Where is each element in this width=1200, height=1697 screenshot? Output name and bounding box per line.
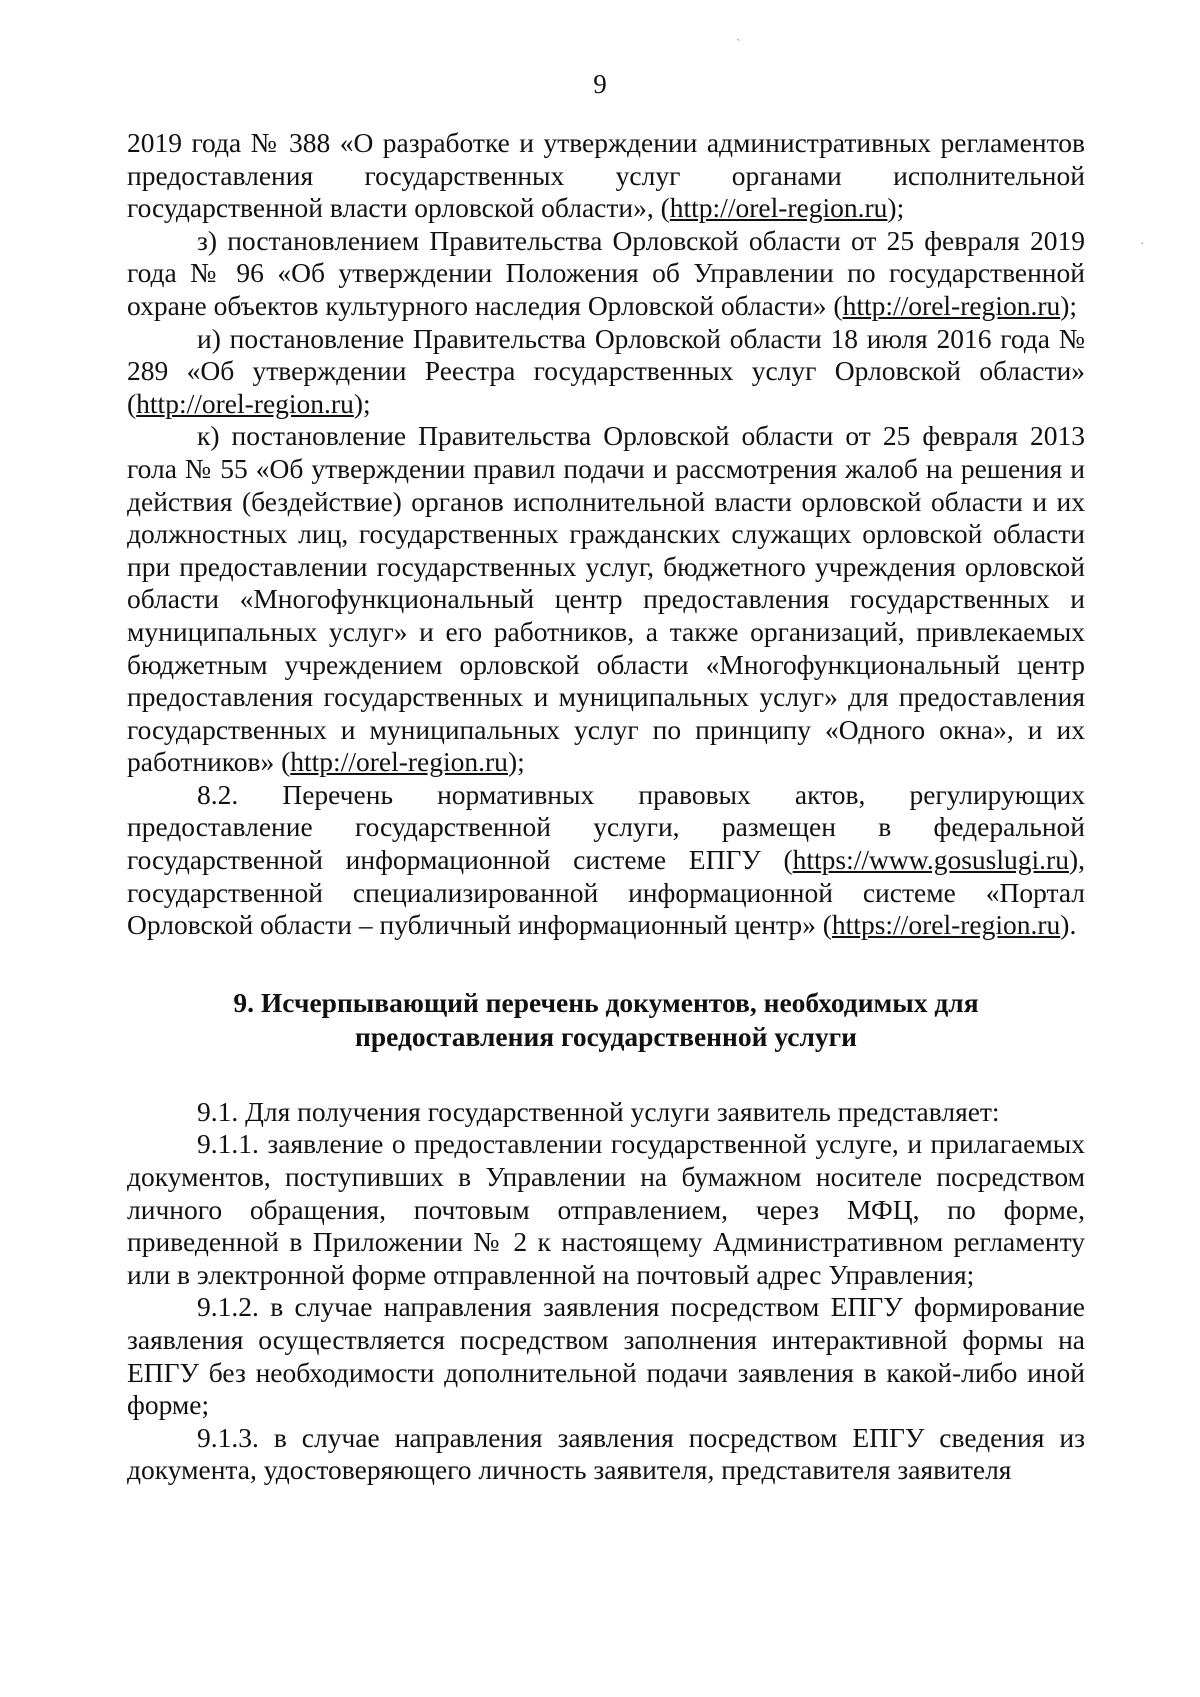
paragraph-item-8-2 xyxy=(127,779,1085,942)
section-heading xyxy=(127,986,1085,1054)
document-body xyxy=(127,127,1085,1487)
hyperlink[interactable]: http://orel-region.ru xyxy=(290,746,508,778)
paragraph-text: 9.1.2. в случае направления заявления посредством ЕПГУ формирование заявления осуществляется посредством заполнения интерактивной формы на ЕПГУ без необходимости дополнительной подачи заявления в какой-либо иной форме; xyxy=(127,1291,1085,1421)
paragraph-item-9-1 xyxy=(127,1096,1085,1129)
scan-speck: · xyxy=(1140,237,1145,252)
page-number: 9 xyxy=(593,69,607,99)
paragraph-text: з) постановлением Правительства Орловской области от 25 февраля 2019 года № 96 «Об утверждении Положения об Управлении по государственной охране объектов культурного наследия Орловской области» ( xyxy=(127,224,1085,321)
paragraph-item-k xyxy=(127,420,1085,779)
paragraph-text: ); xyxy=(507,746,525,778)
paragraph-item-9-1-3 xyxy=(127,1422,1085,1487)
paragraph-text: ). xyxy=(1060,909,1077,941)
hyperlink[interactable]: http://orel-region.ru xyxy=(136,387,354,419)
paragraph-text: ), государственной специализированной информационной системе «Портал Орловской области – публичный информационный центр» ( xyxy=(127,844,1085,941)
section-heading-line-1: 9. Исчерпывающий перечень документов, необходимых для xyxy=(233,986,979,1018)
paragraph-item-9-1-2 xyxy=(127,1291,1085,1421)
paragraph-group-bottom xyxy=(127,1096,1085,1487)
paragraph-text: 8.2. Перечень нормативных правовых актов, регулирующих предоставление государственной услуги, размещен в федеральной государственной информационной системе ЕПГУ ( xyxy=(127,778,1085,876)
paragraph-text: и) постановление Правительства Орловской области 18 июля 2016 года № 289 «Об утверждении Реестра государственных услуг Орловской области» ( xyxy=(127,322,1085,419)
section-heading-line-2: предоставления государственной услуги xyxy=(355,1020,857,1052)
paragraph-item-z xyxy=(127,225,1085,323)
hyperlink[interactable]: http://orel-region.ru xyxy=(842,289,1061,321)
paragraph-intro xyxy=(127,127,1085,225)
hyperlink[interactable]: https://www.gosuslugi.ru xyxy=(792,844,1069,876)
paragraph-text: 9.1.1. заявление о предоставлении государственной услуге, и прилагаемых документов, поступивших в Управлении на бумажном носителе посредством личного обращения, почтовым отправлением, через МФЦ, по форме, приведенной в Приложении № 2 к настоящему Административном регламенту или в электронной форме отправленной на почтовый адрес Управления; xyxy=(127,1128,1085,1290)
hyperlink[interactable]: https://orel-region.ru xyxy=(831,909,1061,941)
paragraph-text: ); xyxy=(1060,289,1078,321)
paragraph-item-9-1-1 xyxy=(127,1128,1085,1291)
paragraph-text: ); xyxy=(887,192,905,224)
scan-speck: ˏ xyxy=(736,27,741,42)
hyperlink[interactable]: http://orel-region.ru xyxy=(669,192,888,224)
paragraph-text: 9.1. Для получения государственной услуги заявитель представляет: xyxy=(197,1095,1000,1127)
paragraph-text: к) постановление Правительства Орловской области от 25 февраля 2013 гола № 55 «Об утверждении правил подачи и рассмотрения жалоб на решения и действия (бездействие) органов исполнительной власти орловской области и их должностных лиц, государственных гражданских служащих орловской области при предоставлении государственных услуг, бюджетного учреждения орловской области «Многофункциональный центр предоставления государственных и муниципальных услуг» и его работников, а также организаций, привлекаемых бюджетным учреждением орловской области «Многофункциональный центр предоставления государственных и муниципальных услуг» для предоставления государственных и муниципальных услуг по принципу «Одного окна», и их работников» ( xyxy=(127,420,1085,778)
paragraph-text: 9.1.3. в случае направления заявления посредством ЕПГУ сведения из документа, удостоверяющего личность заявителя, представителя заявителя xyxy=(127,1421,1085,1486)
paragraph-text: ); xyxy=(353,387,371,419)
paragraph-text: 2019 года № 388 «О разработке и утверждении административных регламентов предоставления государственных услуг органами исполнительной государственной власти орловской области», ( xyxy=(127,127,1085,224)
paragraph-item-i xyxy=(127,323,1085,421)
paragraph-group-top xyxy=(127,127,1085,942)
